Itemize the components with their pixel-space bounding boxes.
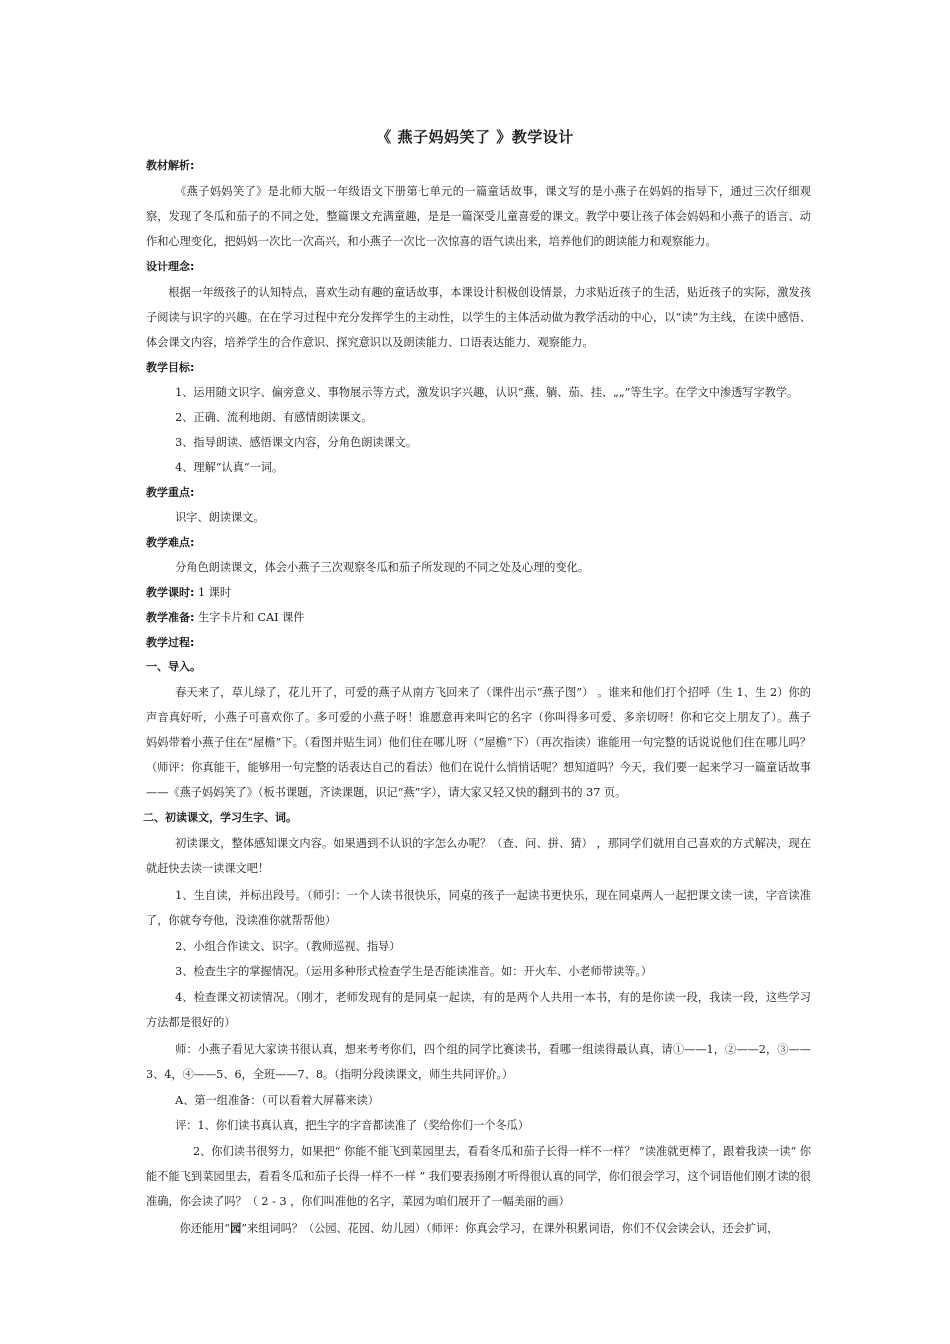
paragraph-yuan [146,1216,811,1241]
hours-line [146,581,811,605]
section-heading-process: 教学过程: [146,636,195,649]
section-heading-material: 教材解析: [146,159,195,172]
paragraph-eval-2: 2、你们读书很努力，如果把“ 你能不能飞到菜园里去，看看冬瓜和茄子长得一样不一样？ ”读准就更棒了，跟着我读一读“ 你能不能飞到菜园里去，看看冬瓜和茄子长得一样不一样 ” 我们要表扬刚才听得很认真的同学，你们很会学习，这个词语他们刚才读的很准确，你会读了吗？（ 2 - 3 ，你们叫准他的名字，菜园为咱们展开了一幅美丽的画） [146,1145,811,1208]
section-heading-key: 教学重点: [146,486,195,499]
document-title: 《 燕子妈妈笑了 》教学设计 [376,128,574,146]
paragraph-reading: 初读课文，整体感知课文内容。如果遇到不认识的字怎么办呢？（查、问、拼、猜） ，那同学们就用自己喜欢的方式解决，现在就赶快去读一读课文吧！ [146,837,811,875]
paragraph-difficult: 分角色朗读课文，体会小燕子三次观察冬瓜和茄子所发现的不同之处及心理的变化。 [175,561,590,574]
paragraph-key: 识字、朗读课文。 [175,511,265,524]
section-heading-difficult: 教学难点: [146,536,195,549]
hours-value: 1 课时 [197,586,232,599]
paragraph-material: 《燕子妈妈笑了》是北师大版一年级语文下册第七单元的一篇童话故事，课文写的是小燕子在妈妈的指导下，通过三次仔细观察，发现了冬瓜和茄子的不同之处，整篇课文充满童趣，是是一篇深受儿童喜爱的课文。教学中要让孩子体会妈妈和小燕子的语言、动作和心理变化，把妈妈一次比一次高兴，和小燕子一次比一次惊喜的语气读出来，培养他们的朗读能力和观察能力。 [146,185,811,248]
yuan-text-b: ”来组词吗？（公园、花园、幼儿园）（师评：你真会学习，在课外积累词语，你们不仅会读会认，还会扩词， [241,1222,779,1235]
paragraph-group-a: A、第一组准备：（可以看着大屏幕来读） [175,1094,379,1107]
section-heading-hours: 教学课时: [146,586,195,599]
paragraph-reading-3: 3、检查生字的掌握情况。（运用多种形式检查学生是否能读准音。如：开火车、小老师带读等。） [175,965,653,978]
section-heading-concept: 设计理念: [146,260,195,273]
paragraph-teacher: 师：小燕子看见大家读书很认真，想来考考你们，四个组的同学比赛读书，看哪一组读得最认真，请①——1，②——2，③——3、4，④——5、6，全班——7、8。（指明分段读课文，师生共同评价。） [146,1043,811,1081]
step-heading-intro: 一、导入。 [146,660,201,673]
goal-item-4: 4、理解“认真“一词。 [175,461,284,474]
goal-item-3: 3、指导朗读、感悟课文内容，分角色朗读课文。 [175,436,418,449]
paragraph-concept: 根据一年级孩子的认知特点，喜欢生动有趣的童话故事，本课设计积极创设情景，力求贴近孩子的生活，贴近孩子的实际，激发孩子阅读与识字的兴趣。在在学习过程中充分发挥学生的主动性，以学生的主体活动做为教学活动的中心，以“读”为主线，在读中感悟、体会课文内容，培养学生的合作意识、探究意识以及朗读能力、口语表达能力、观察能力。 [146,286,811,349]
paragraph-reading-4: 4、检查课文初读情况。（刚才，老师发现有的是同桌一起读，有的是两个人共用一本书，有的是你读一段，我读一段，这些学习方法都是很好的） [146,991,811,1029]
prep-value: 生字卡片和 CAI 课件 [197,611,305,624]
paragraph-reading-1: 1、生自读，并标出段号。（师引：一个人读书很快乐，同桌的孩子一起读书更快乐，现在同桌两人一起把课文读一读，字音读准了，你就夸夸他，没读准你就帮帮他） [146,889,811,927]
yuan-char: 园 [230,1221,242,1235]
document-body [143,153,811,1243]
section-heading-goals: 教学目标: [146,361,195,374]
paragraph-intro: 春天来了，草儿绿了，花儿开了，可爱的燕子从南方飞回来了（课件出示“燕子图”） 。谁来和他们打个招呼（生 1、生 2）你的声音真好听，小燕子可喜欢你了。多可爱的小燕子呀！谁愿意再来叫它的名字（你叫得多可爱、多亲切呀！你和它交上朋友了）。燕子妈妈带着小燕子住在“屋檐”下。（看图并贴生词）他们住在哪儿呀（“屋檐”下）（再次指读）谁能用一句完整的话说说他们住在哪儿吗？（师评：你真能干，能够用一句完整的话表达自己的看法）他们在说什么悄悄话呢？想知道吗？今天，我们要一起来学习一篇童话故事 ——《燕子妈妈笑了》（板书课题，齐读课题，识记“燕”字），请大家又轻又快的翻到书的 37 页。 [146,686,811,799]
paragraph-reading-2: 2、小组合作读文、识字。（教师巡视、指导） [175,940,401,953]
prep-line [146,606,811,630]
step-heading-reading: 二、初读课文，学习生字、词。 [143,811,297,824]
section-heading-prep: 教学准备: [146,611,195,624]
goal-item-2: 2、正确、流利地朗、有感情朗读课文。 [175,411,373,424]
yuan-text-a: 你还能用“ [179,1222,231,1235]
goal-item-1: 1、运用随文识字、偏旁意义、事物展示等方式，激发识字兴趣，认识“燕、躺、茄、挂、„„”等生字。在学文中渗透写字教学。 [175,386,799,399]
paragraph-eval-1: 评：1、你们读书真认真，把生字的字音都读准了（奖给你们一个冬瓜） [175,1119,530,1132]
